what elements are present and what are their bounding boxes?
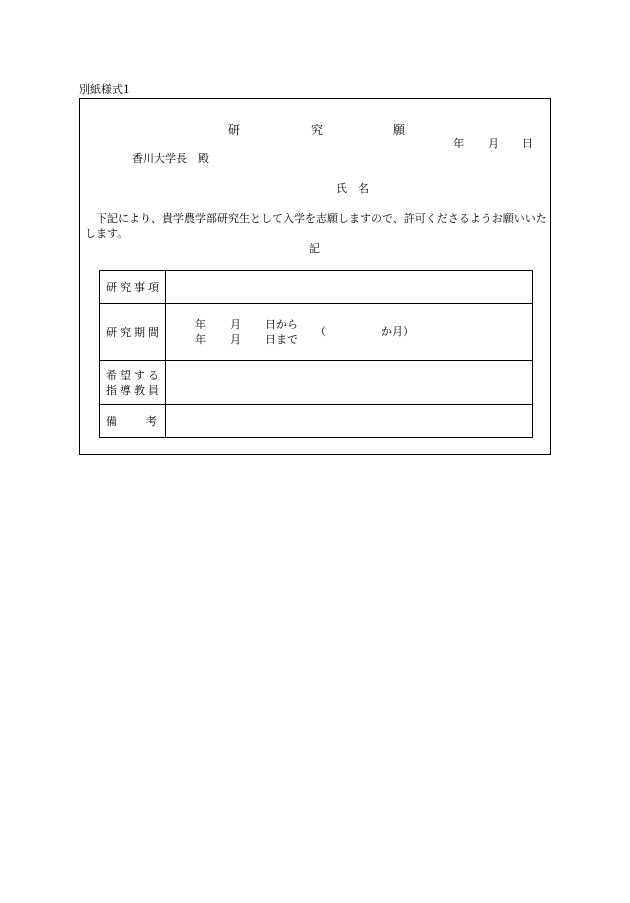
research-topic-field[interactable]	[166, 271, 533, 304]
period-from-month: 月	[230, 318, 241, 331]
date-day-label: 日	[522, 137, 533, 150]
period-months-label: か月）	[381, 325, 414, 338]
remarks-field[interactable]	[166, 405, 533, 438]
advisor-label	[100, 361, 166, 405]
remarks-label	[100, 405, 166, 438]
period-open-paren: （	[315, 325, 326, 338]
form-number-label: 別紙様式1	[79, 83, 130, 96]
period-to-day: 日まで	[265, 333, 298, 346]
remarks-label-right: 考	[146, 415, 157, 428]
ki-heading: 記	[309, 242, 320, 255]
period-from-year: 年	[195, 318, 206, 331]
title-char-3: 願	[393, 123, 406, 137]
advisor-label-line1: 希望する	[106, 368, 162, 382]
remarks-label-left: 備	[106, 415, 117, 428]
title-char-2: 究	[311, 123, 324, 137]
date-month-label: 月	[488, 137, 499, 150]
period-from-day: 日から	[265, 318, 298, 331]
title-char-1: 研	[228, 123, 241, 137]
advisor-label-line2: 指導教員	[106, 383, 162, 397]
advisor-field[interactable]	[166, 361, 533, 405]
table-row-advisor	[100, 361, 533, 405]
research-topic-label: 研究事項	[100, 271, 166, 304]
period-to-month: 月	[230, 333, 241, 346]
table-row-remarks	[100, 405, 533, 438]
applicant-name-label: 氏 名	[336, 182, 369, 195]
table-row-research-period	[100, 304, 533, 361]
recipient-line: 香川大学長 殿	[132, 152, 209, 165]
research-period-label: 研究期間	[100, 304, 166, 361]
table-row-research-topic	[100, 271, 533, 304]
period-to-year: 年	[195, 333, 206, 346]
research-period-field[interactable]	[166, 304, 533, 361]
date-year-label: 年	[453, 137, 464, 150]
request-body-text: 下記により、貴学農学部研究生として入学を志願しますので、許可くださるようお願いいたします。	[85, 212, 547, 240]
details-table	[99, 270, 533, 438]
